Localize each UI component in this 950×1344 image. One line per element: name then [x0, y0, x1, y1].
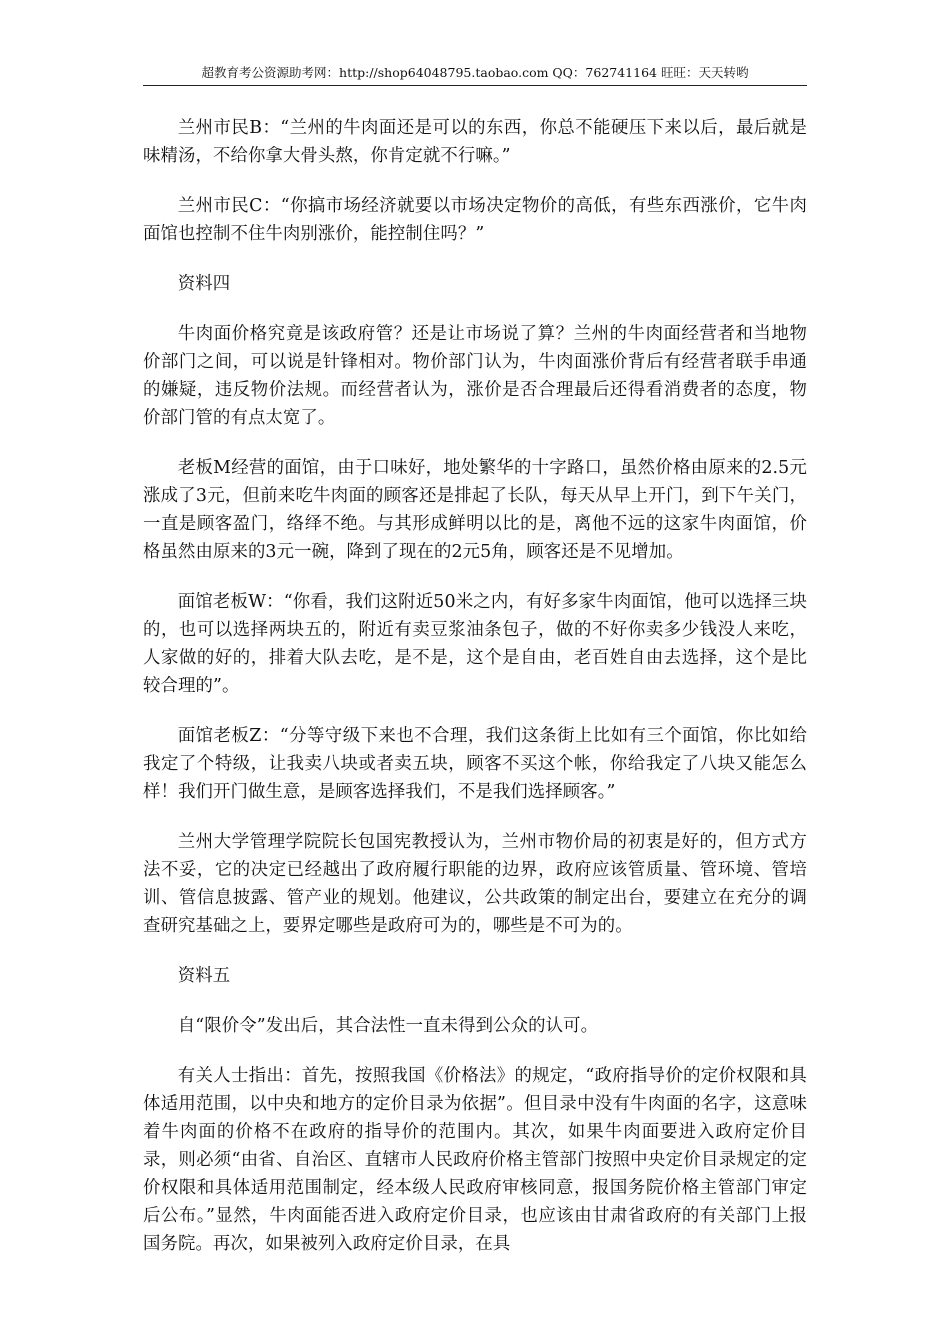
- paragraph-price-debate: 牛肉面价格究竟是该政府管？还是让市场说了算？兰州的牛肉面经营者和当地物价部门之间，可以说是针锋相对。物价部门认为，牛肉面涨价背后有经营者联手串通的嫌疑，违反物价法规。而经营者认为，涨价是否合理最后还得看消费者的态度，物价部门管的有点太宽了。: [143, 324, 807, 428]
- paragraph-owner-w: 面馆老板W：“你看，我们这附近50米之内，有好多家牛肉面馆，他可以选择三块的，也可以选择两块五的，附近有卖豆浆油条包子，做的不好你卖多少钱没人来吃，人家做的好的，排着大队去吃，是不是，这个是自由，老百姓自由去选择，这个是比较合理的”。: [143, 592, 807, 696]
- paragraph-professor-bao: 兰州大学管理学院院长包国宪教授认为，兰州市物价局的初衷是好的，但方式方法不妥，它的决定已经越出了政府履行职能的边界，政府应该管质量、管环境、管培训、管信息披露、管产业的规划。他建议，公共政策的制定出台，要建立在充分的调查研究基础之上，要界定哪些是政府可为的，哪些是不可为的。: [143, 832, 807, 936]
- document-body: [143, 114, 807, 1280]
- paragraph-price-law: 有关人士指出：首先，按照我国《价格法》的规定，“政府指导价的定价权限和具体适用范围，以中央和地方的定价目录为依据”。但目录中没有牛肉面的名字，这意味着牛肉面的价格不在政府的指导价的范围内。其次，如果牛肉面要进入政府定价目录，则必须“由省、自治区、直辖市人民政府价格主管部门按照中央定价目录规定的定价权限和具体适用范围制定，经本级人民政府审核同意，报国务院价格主管部门审定后公布。”显然，牛肉面能否进入政府定价目录，也应该由甘肃省政府的有关部门上报国务院。再次，如果被列入政府定价目录，在具: [143, 1066, 807, 1254]
- paragraph-citizen-c: 兰州市民C：“你搞市场经济就要以市场决定物价的高低，有些东西涨价，它牛肉面馆也控制不住牛肉别涨价，能控制住吗？”: [143, 196, 807, 244]
- paragraph-owner-z: 面馆老板Z：“分等守级下来也不合理，我们这条街上比如有三个面馆，你比如给我定了个特级，让我卖八块或者卖五块，顾客不买这个帐，你给我定了八块又能怎么样！我们开门做生意，是顾客选择我们，不是我们选择顾客。”: [143, 726, 807, 802]
- page-header: 超教育考公资源助考网：http://shop64048795.taobao.com QQ：762741164 旺旺：天天转哟: [143, 64, 807, 86]
- section-heading-material-4: 资料四: [177, 274, 231, 294]
- paragraph-price-limit-order: 自“限价令”发出后，其合法性一直未得到公众的认可。: [177, 1016, 599, 1036]
- paragraph-citizen-b: 兰州市民B：“兰州的牛肉面还是可以的东西，你总不能硬压下来以后，最后就是味精汤，不给你拿大骨头熬，你肯定就不行嘛。”: [143, 118, 807, 166]
- paragraph-owner-m: 老板M经营的面馆，由于口味好，地处繁华的十字路口，虽然价格由原来的2.5元涨成了3元，但前来吃牛肉面的顾客还是排起了长队，每天从早上开门，到下午关门，一直是顾客盈门，络绎不绝。与其形成鲜明以比的是，离他不远的这家牛肉面馆，价格虽然由原来的3元一碗，降到了现在的2元5角，顾客还是不见增加。: [143, 458, 807, 562]
- section-heading-material-5: 资料五: [177, 966, 231, 986]
